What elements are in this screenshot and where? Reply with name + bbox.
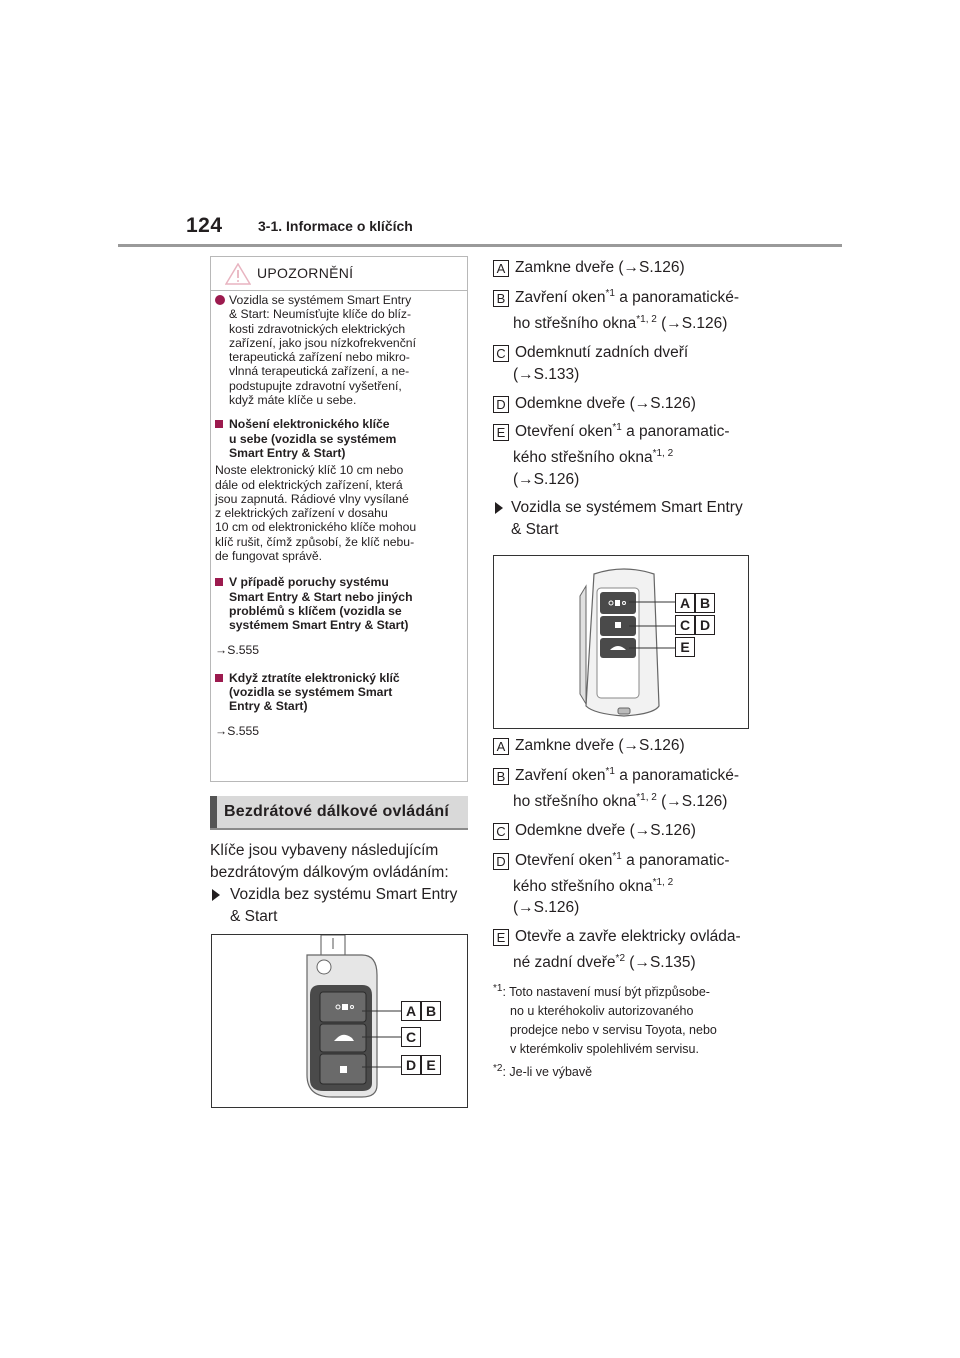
line: Entry & Start) <box>229 699 308 714</box>
item-text: Zamkne dveře (→S.126) <box>515 737 685 754</box>
callout-c: C <box>401 1027 421 1047</box>
warning-page-ref: →S.555 <box>215 642 260 657</box>
line: & Start: Neumísťujte klíče do blíz- <box>229 307 412 322</box>
variant-heading <box>495 497 743 541</box>
line: (vozidla se systémem Smart <box>229 685 393 700</box>
label-box: E <box>493 424 509 441</box>
warning-section-body <box>215 463 459 563</box>
label-box: C <box>493 345 509 362</box>
section-header: 3-1. Informace o klíčích <box>258 218 413 234</box>
intro-text <box>210 840 449 884</box>
line: u sebe (vozidla se systémem <box>229 431 397 446</box>
label-box: A <box>493 260 509 277</box>
line: Klíče jsou vybaveny následujícím <box>210 842 439 859</box>
callout-b: B <box>695 593 715 613</box>
footnote-1-cont <box>510 1002 717 1059</box>
item-text: Otevření oken$^{*1}$ a panoramatic- <box>515 421 730 440</box>
line: 10 cm od elektronického klíče mohou <box>215 520 417 535</box>
line: klíč rušit, čímž způsobí, že klíč nebu- <box>215 534 415 549</box>
line: de fungovat správě. <box>215 549 323 564</box>
list2-item-b <box>493 765 739 787</box>
item-text: Odemkne dveře (→S.126) <box>515 822 696 839</box>
warning-header <box>211 257 467 291</box>
callout-a: A <box>401 1001 421 1021</box>
list1-item-a <box>493 257 685 279</box>
warning-page-ref: →S.555 <box>215 723 260 738</box>
list1-item-c <box>493 342 688 364</box>
bullet-dot-icon <box>215 295 225 305</box>
list1-item-b-cont: ho střešního okna$^{*1, 2}$ (→S.126) <box>513 313 728 332</box>
line: Vozidla bez systému Smart Entry <box>230 886 458 903</box>
line: : Toto nastavení musí být přizpůsobe- <box>502 985 710 999</box>
list2-item-d-cont2: (→S.126) <box>513 899 580 916</box>
item-text: Zavření oken$^{*1}$ a panoramatické- <box>515 765 739 784</box>
warning-box <box>210 256 468 782</box>
line: v kterémkoliv spolehlivém servisu. <box>510 1042 699 1056</box>
line: zařízení, jako jsou nízkofrekvenční <box>229 335 416 350</box>
list1-item-b <box>493 287 739 309</box>
list2-item-d-cont: kého střešního okna$^{*1, 2}$ <box>513 876 674 895</box>
line: & Start <box>511 521 559 538</box>
line: bezdrátovým dálkovým ovládáním: <box>210 864 449 881</box>
line: podstupujte zdravotní vyšetření, <box>229 378 402 393</box>
line: Když ztratíte elektronický klíč <box>229 670 400 685</box>
footnote-1 <box>493 983 710 1002</box>
smart-key-illustration <box>494 556 748 728</box>
callout-a: A <box>675 593 695 613</box>
item-text: Otevře a zavře elektricky ovláda- <box>515 928 741 945</box>
callout-b: B <box>421 1001 441 1021</box>
line: jsou zapnutá. Rádiové vlny vysílané <box>215 491 409 506</box>
bullet-square-icon <box>215 674 223 682</box>
list1-item-e-cont2: (→S.126) <box>513 471 580 488</box>
line: když máte klíče u sebe. <box>229 393 357 408</box>
variant-heading <box>212 884 457 928</box>
triangle-bullet-icon <box>495 502 503 514</box>
warning-title: UPOZORNĚNÍ <box>257 265 354 281</box>
key-figure-flip <box>211 934 468 1108</box>
list2-item-e-cont: né zadní dveře$^{*2}$ (→S.135) <box>513 952 696 971</box>
list2-item-c <box>493 820 696 842</box>
line: vlnná terapeutická zařízení, a ne- <box>229 364 410 379</box>
list1-item-e <box>493 421 730 443</box>
item-text: Otevření oken$^{*1}$ a panoramatic- <box>515 850 730 869</box>
line: dále od elektrických zařízení, která <box>215 477 403 492</box>
line: systémem Smart Entry & Start) <box>229 618 409 633</box>
warning-intro <box>215 293 459 407</box>
line: z elektrických zařízení v dosahu <box>215 506 388 521</box>
line: Smart Entry & Start nebo jiných <box>229 589 413 604</box>
item-text: Odemknutí zadních dveří <box>515 344 689 361</box>
warning-section-title <box>215 575 459 632</box>
callout-d: D <box>401 1055 421 1075</box>
list2-item-a <box>493 735 685 757</box>
bullet-square-icon <box>215 420 223 428</box>
callout-d: D <box>695 615 715 635</box>
list1-item-c-cont: (→S.133) <box>513 366 580 383</box>
warning-section-title <box>215 417 459 460</box>
line: problémů s klíčem (vozidla se <box>229 603 402 618</box>
banner-title: Bezdrátové dálkové ovládání <box>224 803 450 820</box>
line: Noste elektronický klíč 10 cm nebo <box>215 463 404 478</box>
label-box: C <box>493 823 509 840</box>
line: no u kteréhokoliv autorizovaného <box>510 1004 694 1018</box>
warning-body <box>215 293 459 738</box>
line: Smart Entry & Start) <box>229 445 346 460</box>
callout-e: E <box>421 1055 441 1075</box>
list2-item-b-cont: ho střešního okna$^{*1, 2}$ (→S.126) <box>513 791 728 810</box>
line: Vozidla se systémem Smart Entry <box>229 293 412 307</box>
item-text: Odemkne dveře (→S.126) <box>515 395 696 412</box>
line: terapeutická zařízení nebo mikro- <box>229 350 410 365</box>
banner-accent <box>210 796 217 828</box>
label-box: D <box>493 853 509 870</box>
warning-section-title <box>215 671 459 714</box>
line: Vozidla se systémem Smart Entry <box>511 499 743 516</box>
label-box: A <box>493 738 509 755</box>
callout-e: E <box>675 637 695 657</box>
item-text: Zavření oken$^{*1}$ a panoramatické- <box>515 287 739 306</box>
label-box: E <box>493 929 509 946</box>
triangle-bullet-icon <box>212 889 220 901</box>
line: prodejce nebo v servisu Toyota, nebo <box>510 1023 717 1037</box>
label-box: B <box>493 768 509 785</box>
callout-c: C <box>675 615 695 635</box>
warning-triangle-icon <box>225 263 251 285</box>
line: & Start <box>230 908 278 925</box>
footnote-2 <box>493 1063 592 1082</box>
page-number: 124 <box>186 214 223 237</box>
list2-item-d <box>493 850 730 872</box>
section-banner <box>210 796 468 830</box>
line: V případě poruchy systému <box>229 575 389 590</box>
line: Nošení elektronického klíče <box>229 417 390 432</box>
label-box: D <box>493 396 509 413</box>
list1-item-e-cont: kého střešního okna$^{*1, 2}$ <box>513 447 674 466</box>
list2-item-e <box>493 926 741 948</box>
item-text: Zamkne dveře (→S.126) <box>515 259 685 276</box>
key-figure-smart <box>493 555 749 729</box>
flip-key-illustration <box>212 935 467 1107</box>
label-box: B <box>493 290 509 307</box>
line: kosti zdravotnických elektrických <box>229 321 406 336</box>
footnote-mark: *2 <box>493 1062 503 1074</box>
footnote-mark: *1 <box>493 982 503 994</box>
header-rule <box>118 244 842 247</box>
list1-item-d <box>493 393 696 415</box>
line: : Je-li ve výbavě <box>502 1065 593 1079</box>
bullet-square-icon <box>215 578 223 586</box>
